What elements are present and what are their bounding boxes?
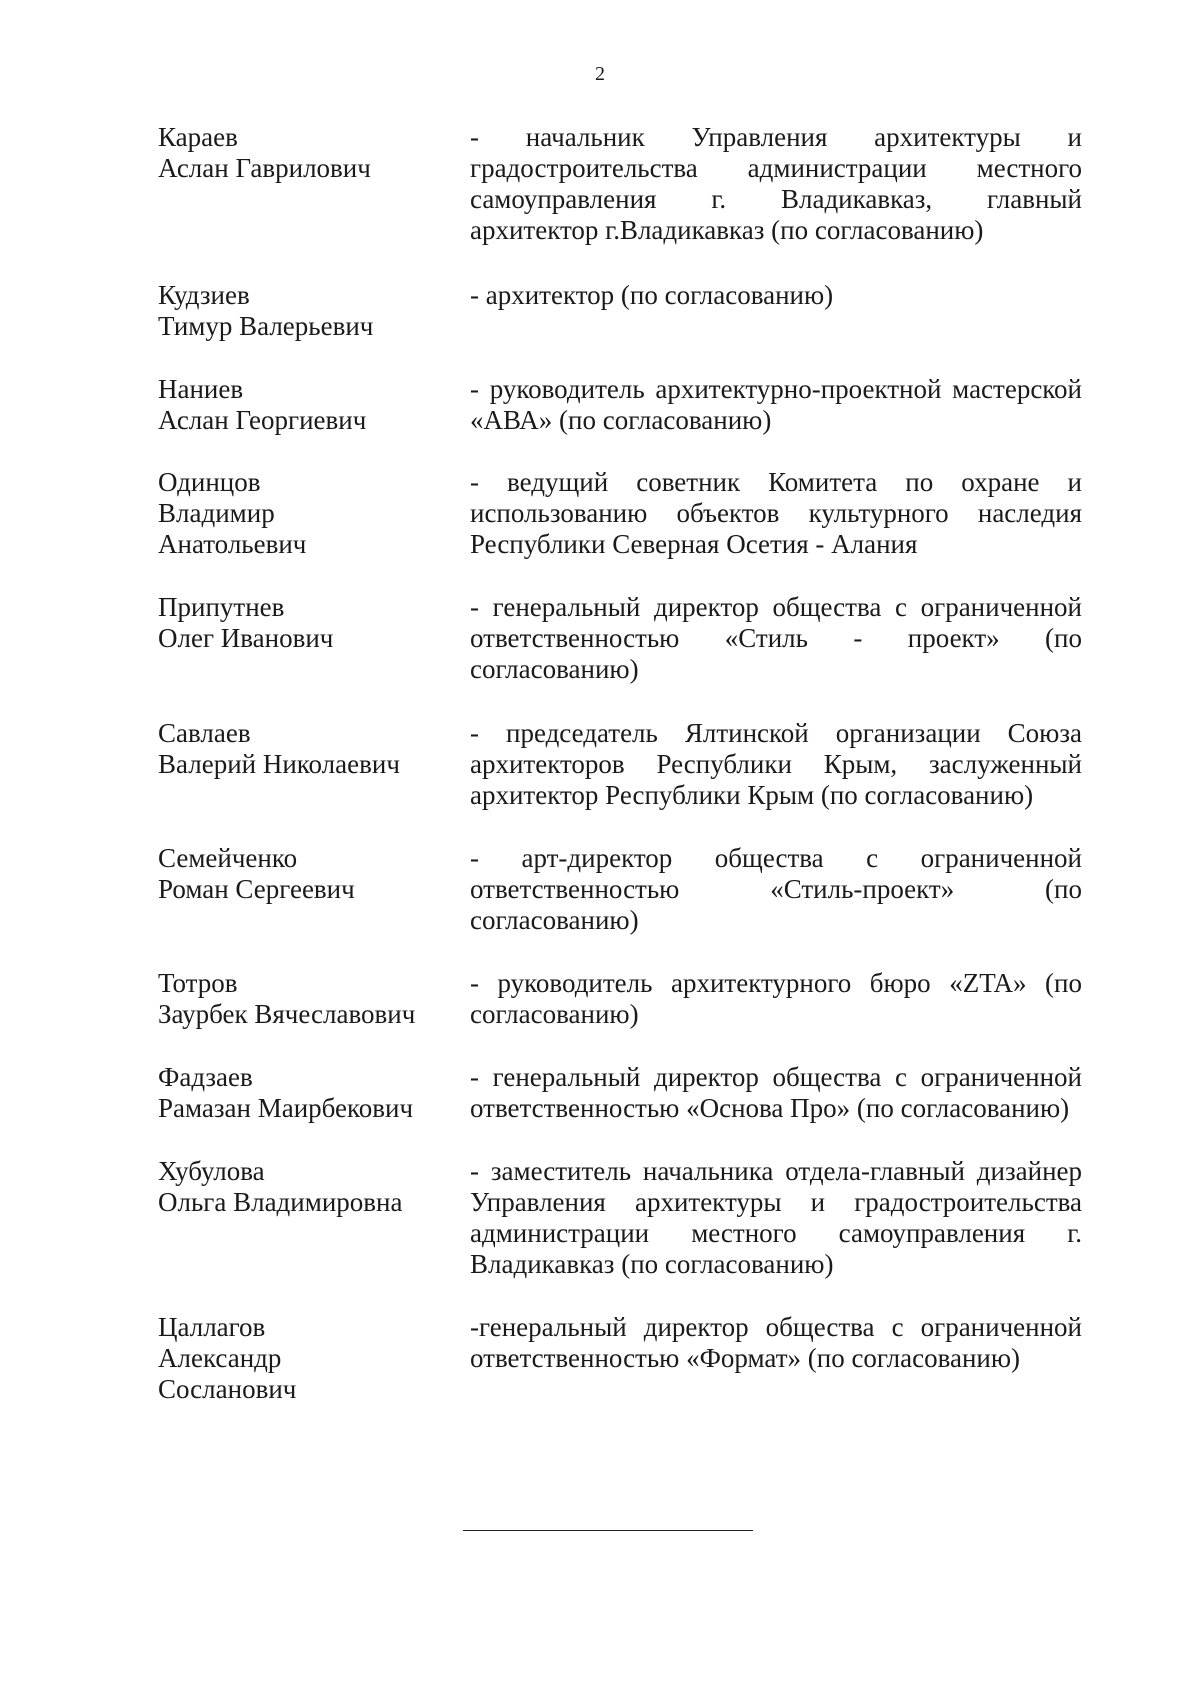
position-line: архитекторов Республики Крым, заслуженный <box>470 749 1082 779</box>
position-line: администрации местного самоуправления г. <box>470 1218 1082 1248</box>
position-line: градостроительства администрации местного <box>470 153 1082 183</box>
position-line: - ведущий советник Комитета по охране и <box>470 467 1082 497</box>
position-line: ответственностью «Стиль - проект» (по <box>470 623 1082 653</box>
position-line: Владикавказ (по согласованию) <box>470 1249 834 1279</box>
member-name <box>158 280 458 342</box>
position-line: ответственностью «Стиль-проект» (по <box>470 874 1082 904</box>
closing-rule <box>463 1530 753 1531</box>
member-surname: Припутнев <box>158 592 285 622</box>
member-position <box>470 280 1082 311</box>
member-surname: Одинцов <box>158 467 261 497</box>
position-line: ответственностью «Формат» (по согласованию) <box>470 1343 1021 1373</box>
member-surname: Караев <box>158 122 238 152</box>
member-surname: Семейченко <box>158 843 298 873</box>
position-line: использованию объектов культурного наследия <box>470 498 1082 528</box>
member-position <box>470 843 1082 936</box>
member-name <box>158 843 458 905</box>
member-name <box>158 467 458 560</box>
member-name <box>158 1062 458 1124</box>
member-given-name: Аслан Гаврилович <box>158 153 371 183</box>
member-position <box>470 592 1082 685</box>
position-line: Управления архитектуры и градостроительства <box>470 1187 1082 1217</box>
position-line: архитектор Республики Крым (по согласованию) <box>470 780 1034 810</box>
position-line: - руководитель архитектурного бюро «ZTA» (по <box>470 968 1082 998</box>
member-surname: Цаллагов <box>158 1312 266 1342</box>
member-surname: Тотров <box>158 968 238 998</box>
member-given-name: Ольга Владимировна <box>158 1187 403 1217</box>
position-line: Республики Северная Осетия - Алания <box>470 529 918 559</box>
member-position <box>470 122 1082 246</box>
position-line: - генеральный директор общества с ограниченной <box>470 592 1082 622</box>
member-given-name: Анатольевич <box>158 529 307 559</box>
position-line: - генеральный директор общества с ограниченной <box>470 1062 1082 1092</box>
member-given-name: Рамазан Маирбекович <box>158 1093 414 1123</box>
position-line: - архитектор (по согласованию) <box>470 280 834 310</box>
member-surname: Савлаев <box>158 718 251 748</box>
member-surname: Фадзаев <box>158 1062 253 1092</box>
position-line: - председатель Ялтинской организации Союза <box>470 718 1082 748</box>
member-name <box>158 592 458 654</box>
position-line: -генеральный директор общества с ограниченной <box>470 1312 1082 1342</box>
member-surname: Наниев <box>158 374 244 404</box>
member-position <box>470 1156 1082 1280</box>
member-position <box>470 374 1082 436</box>
position-line: - руководитель архитектурно-проектной мастерской <box>470 374 1082 404</box>
position-line: согласованию) <box>470 999 639 1029</box>
member-given-name: Тимур Валерьевич <box>158 311 374 341</box>
member-name <box>158 718 458 780</box>
member-position <box>470 1312 1082 1374</box>
position-line: - арт-директор общества с ограниченной <box>470 843 1082 873</box>
position-line: - начальник Управления архитектуры и <box>470 122 1082 152</box>
member-name <box>158 122 458 184</box>
page-number: 2 <box>595 63 605 85</box>
member-position <box>470 718 1082 811</box>
member-surname: Кудзиев <box>158 280 250 310</box>
position-line: архитектор г.Владикавказ (по согласованию) <box>470 215 984 245</box>
member-given-name: Заурбек Вячеславович <box>158 999 416 1029</box>
member-given-name: Олег Иванович <box>158 623 334 653</box>
position-line: самоуправления г. Владикавказ, главный <box>470 184 1082 214</box>
member-surname: Хубулова <box>158 1156 265 1186</box>
position-line: согласованию) <box>470 905 639 935</box>
position-line: «АВА» (по согласованию) <box>470 405 772 435</box>
member-given-name: Аслан Георгиевич <box>158 405 367 435</box>
member-name <box>158 968 458 1030</box>
member-name <box>158 1156 458 1218</box>
position-line: ответственностью «Основа Про» (по согласованию) <box>470 1093 1070 1123</box>
position-line: согласованию) <box>470 654 639 684</box>
position-line: - заместитель начальника отдела-главный дизайнер <box>470 1156 1082 1186</box>
member-position <box>470 968 1082 1030</box>
member-given-name: Роман Сергеевич <box>158 874 355 904</box>
member-name <box>158 1312 458 1405</box>
member-given-name: Александр <box>158 1343 282 1373</box>
member-given-name: Валерий Николаевич <box>158 749 400 779</box>
member-position <box>470 1062 1082 1124</box>
member-given-name: Сосланович <box>158 1374 297 1404</box>
member-position <box>470 467 1082 560</box>
member-name <box>158 374 458 436</box>
member-given-name: Владимир <box>158 498 275 528</box>
